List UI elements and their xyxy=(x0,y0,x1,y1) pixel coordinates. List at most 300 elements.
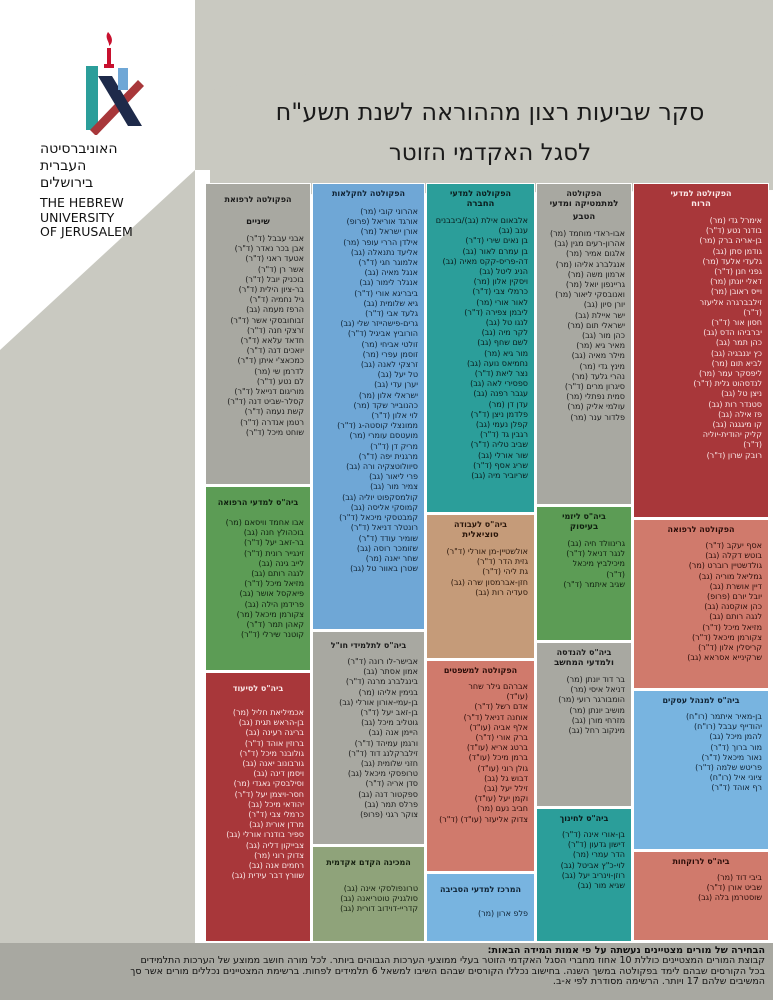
faculty-heading: הפקולטה למדעי xyxy=(670,189,732,198)
teacher-name: ציוני איל (רו"ח) xyxy=(709,773,762,783)
faculty-subheading: שיניים xyxy=(246,217,270,227)
teacher-name: אדם רשל (ד"ר) xyxy=(474,702,528,712)
teacher-name: שביט אורן (ד"ר) xyxy=(706,883,762,893)
teacher-name: ורגמן עמיהד (ד"ר) xyxy=(354,738,418,748)
faculty-box-law xyxy=(426,660,535,872)
teacher-name: אברהם גילר שחר xyxy=(468,682,528,691)
teacher-name: שריוביר מיה (גב) xyxy=(471,471,528,481)
faculty-box-science xyxy=(536,183,632,505)
teacher-name: ויסקין אלון (מר) xyxy=(473,277,528,287)
faculty-box-medical-sciences xyxy=(205,486,311,671)
teacher-name: לייב גינה (גב) xyxy=(258,558,304,568)
teacher-name: גריינפון יואל (מר) xyxy=(565,280,625,290)
teacher-name: פלפ ארון (מר) xyxy=(477,909,528,918)
teacher-name: שריג אסף (ד"ר) xyxy=(473,460,528,470)
teacher-name: ממונצלי קוסטה-ג (ד"ר) xyxy=(337,421,418,431)
faculty-heading: ביה"ס לתלמידי חו"ל xyxy=(330,641,407,650)
teacher-name: פרי ליאור (גב) xyxy=(369,472,418,482)
teacher-name: שביב טליה (ד"ר) xyxy=(470,440,528,450)
teacher-name: בוטש דקלה (גב) xyxy=(705,551,762,561)
teacher-name: מרדן אורית (גב) xyxy=(249,820,304,830)
teacher-name: ענב (גב) xyxy=(498,226,528,236)
teacher-name: גורבונוב יאנה (גב) xyxy=(242,759,304,769)
faculty-heading: הפקולטה למדעי xyxy=(450,189,511,198)
page-title: סקר שביעות רצון מההוראה לשנת תשע"ח xyxy=(275,98,705,126)
teacher-name: בר-ציון הילית (ד"ר) xyxy=(238,285,304,295)
teacher-name: כהנובייר שקד (מר) xyxy=(353,400,418,410)
teacher-name: בן-אריה ברק (מר) xyxy=(699,236,762,246)
faculty-subheading: החברה xyxy=(466,199,495,209)
teacher-name: ניצן טל (גב) xyxy=(721,389,762,399)
teacher-name: ישראלי תום (מר) xyxy=(567,320,625,330)
teacher-name: מזיאל מיכל (ד"ר) xyxy=(244,579,304,589)
teacher-name: קוטנר שירלי (ד"ר) xyxy=(241,630,304,640)
teacher-list xyxy=(206,708,310,881)
teacher-name: יהודייף עבבל (רו"ח) xyxy=(694,722,762,732)
teacher-name: חזן-אברמסון שרה (גב) xyxy=(450,577,528,587)
teacher-name: לוי אלון (ד"ר) xyxy=(371,411,418,421)
teacher-name: צדוק אליעזר (עו"ד) (ד"ר) xyxy=(439,814,528,824)
teacher-name: אליעד נתנאלה (גב) xyxy=(350,247,418,257)
teacher-name: יואכים דנה (ד"ר) xyxy=(246,346,304,356)
teacher-name: קאהן תמר (ד"ר) xyxy=(246,620,304,630)
teacher-name: טל יעל (גב) xyxy=(377,370,418,380)
faculty-heading: ביה"ס למנהל עסקים xyxy=(662,696,740,705)
teacher-name: כרמלי צבי (ד"ר) xyxy=(248,810,304,820)
teacher-name: בן-אורי אינה (ד"ר) xyxy=(562,830,625,839)
teacher-name: ליפסקר עמר (מר) xyxy=(699,369,762,379)
teacher-name: הורוביץ אביגיל (ד"ר) xyxy=(347,329,418,339)
teacher-name: מינץ גדי (מר) xyxy=(579,361,625,371)
teacher-name: אהרוני קובי (מר) xyxy=(360,207,418,216)
faculty-box-overseas xyxy=(312,631,425,845)
teacher-name: סיוולוטצקיה ורה (גב) xyxy=(346,462,418,472)
teacher-name: היימן אנה (גב) xyxy=(368,728,418,738)
teacher-list xyxy=(427,547,534,598)
teacher-name: בר דוד יונתן (מר) xyxy=(566,675,625,684)
teacher-name: אטעד ראני (ד"ר) xyxy=(245,254,304,264)
teacher-name: כהן מור (גב) xyxy=(581,331,625,341)
teacher-name: בן-עמי-אורון אורלי (גב) xyxy=(339,697,418,707)
teacher-list xyxy=(427,682,534,825)
teacher-list xyxy=(537,229,631,423)
teacher-name: פז אילה (גב) xyxy=(718,409,762,419)
teacher-name: ארמון משה (מר) xyxy=(567,269,625,279)
teacher-list xyxy=(206,518,310,640)
teacher-name: גרינוולד חיה (גב) xyxy=(567,539,625,548)
faculty-heading: ביה"ס לחינוך xyxy=(559,814,609,823)
teacher-name: שוסטרמן בלה (גב) xyxy=(697,893,762,903)
teacher-name: זילבברגרה אליעזר xyxy=(699,297,762,307)
teacher-name: אבן בכר נאדר (ד"ר) xyxy=(234,244,304,254)
teacher-name: (עו"ד) xyxy=(506,692,528,702)
teacher-name: בנימין אליהו (מר) xyxy=(358,687,418,697)
teacher-name: ברטג אריא (עו"ד) xyxy=(466,743,528,753)
teacher-name: מילר מאיה (גב) xyxy=(571,351,625,361)
faculty-heading: ביה"ס לרוקחות xyxy=(672,857,730,866)
teacher-name: לקר מיה (גב) xyxy=(481,328,528,338)
teacher-name: זרצקי חנה (ד"ר) xyxy=(246,325,304,335)
teacher-name: בודנר נטע (ד"ר) xyxy=(705,226,762,236)
teacher-name: גמליאל מוריה (גב) xyxy=(698,571,762,581)
teacher-name: זילל יעל (גב) xyxy=(483,784,528,794)
faculty-box-humanities xyxy=(633,183,769,518)
teacher-name: אלף אביה (עו"ד) xyxy=(469,722,528,732)
teacher-name: סולגניק טוטריאנה (גב) xyxy=(340,894,418,904)
teacher-name: דה-פריס-קקס מאיה (גב) xyxy=(442,256,528,266)
teacher-name: דניאל איסי (מר) xyxy=(570,685,625,695)
teacher-name: מרגנית יפה (ד"ר) xyxy=(358,451,418,461)
teacher-name: עדן דן (מר) xyxy=(488,399,528,409)
teacher-name: גולובנר מיכל (ד"ר) xyxy=(239,748,304,758)
teacher-name: סדן אריה (ד"ר) xyxy=(365,779,418,789)
faculty-box-medicine xyxy=(633,519,769,689)
teacher-name: פלדור ענר (מר) xyxy=(570,412,625,422)
teacher-name: דאלי יונתן (מר) xyxy=(710,277,762,287)
teacher-list xyxy=(537,830,631,891)
teacher-list xyxy=(427,216,534,481)
faculty-box-business xyxy=(633,690,769,850)
teacher-name: וסילבסקי גאגדי (מר) xyxy=(233,779,304,789)
teacher-name: כמכאצ'י איתן (ד"ר) xyxy=(237,356,304,366)
teacher-name: בן עמרם לאור (גב) xyxy=(462,246,528,256)
teacher-name: כהן תמר (גב) xyxy=(715,338,762,348)
teacher-name: צוקר רגני (פרופ) xyxy=(360,810,418,820)
teacher-name: ביבי דוד (מר) xyxy=(716,873,762,882)
teacher-name: כץ יגנבגיה (גב) xyxy=(710,348,762,358)
faculty-heading: הפקולטה xyxy=(566,189,602,198)
teacher-name: אורגד אוריאל (פרופ) xyxy=(346,217,418,227)
teacher-name: דיין אושרת (גב) xyxy=(709,581,762,591)
teacher-name: קשת נעמה (ד"ר) xyxy=(244,407,304,417)
teacher-name: שחר יאנה (מר) xyxy=(365,553,418,563)
teacher-name: אסף יעקב (ד"ר) xyxy=(705,541,762,550)
teacher-name: גוטליב מיכל (גב) xyxy=(361,718,418,728)
teacher-name: נצר ליאת (ד"ר) xyxy=(474,369,528,379)
hebrew-university-logo-icon xyxy=(78,30,148,135)
teacher-name: ישר איילת (גב) xyxy=(575,310,625,320)
teacher-list xyxy=(537,539,631,590)
teacher-name: רגבין גד (ד"ר) xyxy=(480,430,528,440)
teacher-name: יהודאי מיכל (גב) xyxy=(248,799,304,809)
teacher-name: פרידמן הילה (גב) xyxy=(244,599,304,609)
faculty-box-occupational xyxy=(536,506,632,641)
teacher-name: מיכילביץ מיכאל xyxy=(572,559,625,569)
teacher-name: ליבמן צפירה (ד"ר) xyxy=(464,307,528,317)
teacher-name: קדריי-דוידוב דורית (גב) xyxy=(340,904,418,914)
teacher-name: (ד"ר) xyxy=(606,569,625,579)
teacher-name: שגיא מור (גב) xyxy=(577,881,625,891)
teacher-name: בוכניק יובל (ד"ר) xyxy=(245,274,304,284)
teacher-name: מור גיא (מר) xyxy=(484,348,528,358)
teacher-name: טרופסקי מיכאל (גב) xyxy=(347,769,418,779)
faculty-box-agriculture xyxy=(312,183,425,630)
teacher-name: גולדשטיין רוברט (מר) xyxy=(688,561,762,571)
teacher-name: שוחט מיכל (ד"ר) xyxy=(245,427,304,437)
teacher-name: אימרל גדי (מר) xyxy=(709,216,762,225)
teacher-name: אהרון-רעים מגין (גב) xyxy=(554,239,625,249)
teacher-name: לנדסהוט גלית (ד"ר) xyxy=(693,379,762,389)
teacher-name: לנגה רותם (גב) xyxy=(709,612,762,622)
teacher-name: ספיר בודנרו אורלי (גב) xyxy=(226,830,304,840)
teacher-name: זרצקי לאנה (גב) xyxy=(360,360,418,370)
faculty-heading: ביה"ס למדעי הרפואה xyxy=(217,498,299,507)
footer-criteria xyxy=(0,943,773,1000)
faculty-subheading: בעיסוק xyxy=(569,522,599,532)
teacher-name: מוריגום דנייאל (ד"ר) xyxy=(234,387,304,397)
teacher-name: נאור מיכאל (ד"ר) xyxy=(701,752,762,762)
teacher-name: סעדיה רות (גב) xyxy=(475,587,528,597)
teacher-name: צבייקון דליה (גב) xyxy=(245,840,304,850)
teacher-name: בר-זאב יעל (ד"ר) xyxy=(243,538,304,548)
teacher-name: עולמי אליק (מר) xyxy=(567,402,625,412)
faculty-heading: הפקולטה לרפואה xyxy=(667,525,735,534)
teacher-name: קפלן נעמי (גב) xyxy=(475,420,528,430)
teacher-name: ברמן מיכל (עו"ד) xyxy=(468,753,528,763)
teacher-name: ויסמן דינה (גב) xyxy=(253,769,304,779)
faculty-heading: הפקולטה למשפטים xyxy=(443,666,518,675)
teacher-name: קמוסקי אליסה (גב) xyxy=(350,502,418,512)
faculty-subheading: סוציאלית xyxy=(462,530,499,540)
faculty-box-pharmacy xyxy=(633,851,769,941)
teacher-name: גלעד אבי (ד"ר) xyxy=(365,309,418,319)
teacher-name: מזיאל מיכל (ד"ר) xyxy=(702,622,762,632)
teacher-name: גיא שלומית (גב) xyxy=(363,298,418,308)
teacher-name: רף אוהד (ד"ר) xyxy=(711,783,762,793)
teacher-name: בריגה רעינה (גב) xyxy=(245,728,304,738)
logo-hebrew-line: העברית xyxy=(40,158,87,174)
teacher-name: סיגרון מרים (ד"ר) xyxy=(564,382,625,392)
teacher-list xyxy=(313,207,424,574)
teacher-name: צקורמן מיכאל (ד"ר) xyxy=(692,632,762,642)
logo-hebrew-line: האוניברסיטה xyxy=(40,141,118,157)
teacher-name: מושיב יונתן (מר) xyxy=(569,705,625,715)
teacher-list xyxy=(313,884,424,915)
teacher-name: גזית הדר (ד"ר) xyxy=(476,557,528,567)
teacher-name: ברוזין אוהד (ד"ר) xyxy=(244,738,304,748)
teacher-name: צמיר מור (גב) xyxy=(370,482,418,492)
teacher-name: להמן מיכל (גב) xyxy=(709,732,762,742)
teacher-name: וקמן יעל (עו"ד) xyxy=(474,794,528,804)
teacher-name: לנגו טל (גב) xyxy=(485,318,528,328)
teacher-name: לביא תום (מר) xyxy=(711,358,762,368)
teacher-name: זולטי אביחי (מר) xyxy=(361,339,418,349)
logo-hebrew-line: בירושלים xyxy=(40,175,94,191)
teacher-name: אלבאום אילת (גב)/ביבבנים xyxy=(435,216,528,225)
teacher-name: בן-מאיר איתמר (רו"ח) xyxy=(685,712,762,721)
teacher-name: קסלר-שביט דנה (ד"ר) xyxy=(227,397,304,407)
teacher-name: נחמיאס נועה (גב) xyxy=(466,358,528,368)
teacher-name: לנגר דניאל (ד"ר) xyxy=(566,549,625,559)
logo-english-line: UNIVERSITY xyxy=(40,209,115,225)
faculty-box-engineering xyxy=(536,642,632,807)
teacher-name: חסר-ויצמן יעל (ד"ר) xyxy=(234,789,304,799)
teacher-name: שזומכר רוסה (גב) xyxy=(356,543,418,553)
faculty-heading: הפקולטה לרפואת xyxy=(224,195,292,204)
teacher-name: בן-זאב יעל (ד"ר) xyxy=(360,708,418,718)
teacher-name: טרונפולסקי אינה (גב) xyxy=(343,884,418,893)
teacher-name: שרקינייא אסראא (גב) xyxy=(687,653,762,663)
teacher-name: גלעדי אלעד (מר) xyxy=(702,256,762,266)
teacher-name: אלמוגר חגי (ד"ר) xyxy=(358,258,418,268)
footer-line: בכל הקורסים שבהם לימד בפקולטה במשך השנה. בחישוב נכללו הקורסים שבהם השיבו למשאל 6 תלמידים לפחות. ברשימת המצטיינים נכללים מורים אשר סך xyxy=(130,965,765,977)
teacher-name: כהן אוקסנה (גב) xyxy=(704,602,762,612)
teacher-name: צדוק רוני (מר) xyxy=(254,850,304,860)
teacher-name: מזרחי מורן (גב) xyxy=(571,715,625,725)
faculty-box-social-sciences xyxy=(426,183,535,513)
footer-line: קבוצת המורים המצטיינים כוללת 10 אחוז מחברי הסגל האקדמי הזוטר בעלי ממוצעי הערכות הגבוהים ביותר. לכל מורה חושב ממוצע של הערכות התלמידים xyxy=(140,955,765,966)
teacher-name: שטרן באוור טל (גב) xyxy=(350,564,418,574)
teacher-name: חסון אור (ד"ר) xyxy=(711,318,762,328)
teacher-name: פלדמן ניצן (ד"ר) xyxy=(470,409,528,419)
teacher-name: ישראלי אלון (מר) xyxy=(358,390,418,400)
logo-english-line: OF JERUSALEM xyxy=(40,224,133,239)
teacher-name: פרלס תמר (גב) xyxy=(364,799,418,809)
teacher-name: יורן סיון (גב) xyxy=(583,300,625,310)
teacher-name: יברביהו הדס (גב) xyxy=(703,328,762,338)
teacher-list xyxy=(206,234,310,438)
faculty-subheading: הטבע xyxy=(572,212,596,222)
teacher-name: אמון אסתר (גב) xyxy=(363,667,418,677)
teacher-name: אנגלר לימור (גב) xyxy=(359,278,418,288)
teacher-name: פריטש שלמה (ד"ר) xyxy=(695,763,762,773)
teacher-name: לאור אורי (מר) xyxy=(476,297,528,307)
teacher-name: ספקטור דנה (גב) xyxy=(358,789,418,799)
teacher-name: לם נטע (ד"ר) xyxy=(256,376,304,386)
teacher-name: נהרי גלעד (מר) xyxy=(571,371,625,381)
teacher-name: צקורמן מיכאל (מר) xyxy=(236,609,304,619)
teacher-name: אכמיליאת חליל (מר) xyxy=(232,708,304,717)
teacher-name: מועטסם עומרי (מר) xyxy=(349,431,418,441)
teacher-name: קמבטסקי מיכאל (ד"ר) xyxy=(339,513,418,523)
teacher-name: רונטלר דניאל (ד"ר) xyxy=(350,523,418,533)
teacher-name: גרים-פישהייזר שלי (גב) xyxy=(340,319,418,329)
teacher-name: ברק אורי (ד"ר) xyxy=(475,733,528,743)
teacher-list xyxy=(427,909,534,919)
teacher-name: רטמן אנדרה (ד"ר) xyxy=(240,417,304,427)
teacher-name: יערן עדי (גב) xyxy=(374,380,418,390)
teacher-name: קריסלין אלון (ד"ר) xyxy=(698,643,762,653)
teacher-name: גת ליהי (ד"ר) xyxy=(482,567,528,577)
teacher-name: קולמסקפוט יוליה (גב) xyxy=(342,492,418,502)
teacher-name: יובל יורם (פרופ) xyxy=(707,592,762,602)
faculty-heading: המרכז למדעי הסביבה xyxy=(440,885,521,894)
faculty-heading: הפקולטה לחקלאות xyxy=(331,189,406,198)
teacher-name: כרמלי צבי (ד"ר) xyxy=(472,287,528,297)
teacher-name: פיאקסל אושר (גב) xyxy=(239,589,304,599)
footer-line: המשיבים שלהם 17 ויותר. הרשימה מסודרת לפי א-ב. xyxy=(552,976,765,987)
teacher-name: אבישר-לו רונה (ד"ר) xyxy=(347,657,418,666)
teacher-name: אנגלברג אליהו (מר) xyxy=(555,259,625,269)
teacher-name: מינקוב רחל (גב) xyxy=(568,726,625,736)
teacher-name: קליק יהודית-יוליה xyxy=(702,430,762,440)
teacher-list xyxy=(634,873,768,904)
teacher-name: רחמים אנה (גב) xyxy=(248,861,304,871)
teacher-list xyxy=(537,675,631,736)
teacher-name: לנגה רותם (גב) xyxy=(251,569,304,579)
teacher-name: ואנובסקי ליאור (מר) xyxy=(555,290,625,300)
teacher-name: (ד"ר) xyxy=(743,440,762,450)
teacher-name: בוכהולץ חנה (גב) xyxy=(243,528,304,538)
teacher-name: קו מיגגגה (גב) xyxy=(712,420,762,430)
teacher-name: בן-הראש תגית (גב) xyxy=(238,718,304,728)
teacher-name: הרפז מעמה (גב) xyxy=(246,305,304,315)
logo-english-line: THE HEBREW xyxy=(40,195,124,210)
teacher-name: מריק דן (ד"ר) xyxy=(370,441,418,451)
teacher-name: (ד"ר) xyxy=(743,307,762,317)
logo-english-name xyxy=(40,196,170,240)
faculty-subheading: ולמדעי המחשב xyxy=(554,658,614,668)
teacher-name: רובק שרון (ד"ר) xyxy=(706,450,762,460)
teacher-name: לשם שחף (גב) xyxy=(477,338,528,348)
teacher-name: הניג ליטל (גב) xyxy=(479,267,528,277)
faculty-box-dentistry xyxy=(205,183,311,485)
teacher-name: רוזן-וינריב יעל (גב) xyxy=(561,870,625,880)
teacher-name: אבו-ראדי מוחמד (מר) xyxy=(550,229,625,238)
teacher-name: אולשטיין-מן אורלי (ד"ר) xyxy=(446,547,528,556)
teacher-name: שומיר עודד (ד"ר) xyxy=(358,533,418,543)
teacher-name: בינגלברג מרנה (ד"ר) xyxy=(345,677,418,687)
teacher-name: מור ברוך (ד"ר) xyxy=(710,742,762,752)
teacher-name: סטנדר רות (גב) xyxy=(708,399,762,409)
teacher-name: דבוש גל (גב) xyxy=(484,773,528,783)
teacher-list xyxy=(313,657,424,708)
teacher-name: ספסירי לאה (גב) xyxy=(470,379,528,389)
teacher-name: לדרמן שי (מר) xyxy=(254,366,304,376)
teacher-name: אבני עבבל (ד"ר) xyxy=(246,234,304,243)
teacher-name: עגבר רפנה (גב) xyxy=(473,389,528,399)
faculty-heading: ביה"ס לסיעוד xyxy=(232,684,284,693)
teacher-name: הומבורגר רועי (מר) xyxy=(558,695,625,705)
teacher-name: אבו אחמד וויסאם (מר) xyxy=(225,518,304,527)
teacher-name: גפני חנן (ד"ר) xyxy=(714,267,762,277)
teacher-name: ביבריגא אורי (ד"ר) xyxy=(354,288,418,298)
teacher-name: חזני שלומית (גב) xyxy=(360,759,418,769)
teacher-list xyxy=(634,216,768,461)
logo-hebrew-name xyxy=(40,141,170,192)
teacher-name: לוי-כ"ץ אביטל (גב) xyxy=(560,860,625,870)
teacher-name: וייס ראובן (מר) xyxy=(710,287,762,297)
faculty-box-environment xyxy=(426,873,535,942)
teacher-name: סמית נפתלי (מר) xyxy=(566,392,625,402)
faculty-box-education xyxy=(536,808,632,942)
teacher-name: אשר רן (ד"ר) xyxy=(257,264,304,274)
faculty-heading: ביה"ס לעבודה xyxy=(453,520,508,529)
teacher-name: דישון גדעון (ד"ר) xyxy=(567,840,625,850)
teacher-name: אלגום אמיר (מר) xyxy=(565,249,625,259)
teacher-name: גודמן סתן (גב) xyxy=(712,246,762,256)
faculty-subheading: הרוח xyxy=(691,199,711,209)
faculty-heading: ביה"ס ליזמי xyxy=(562,512,606,521)
teacher-name: חביב נעם (מר) xyxy=(476,804,528,814)
faculty-heading: המכינה הקדם אקדמית xyxy=(326,858,411,867)
teacher-name: זוסמן עפרי (מר) xyxy=(362,349,418,359)
teacher-name: שור אורלי (גב) xyxy=(478,450,528,460)
teacher-name: שוורץ דבר עידית (גב) xyxy=(231,871,304,881)
teacher-list xyxy=(634,541,768,663)
teacher-name: מאיר גיא (מר) xyxy=(576,341,625,351)
teacher-name: זבוחובסקי אשר (ד"ר) xyxy=(230,315,304,325)
teacher-list xyxy=(313,708,424,820)
page-subtitle: לסגל האקדמי הזוטר xyxy=(388,140,592,166)
teacher-name: זילברקלנג דוד (ד"ר) xyxy=(348,748,418,758)
teacher-name: בן נאים שירי (ד"ר) xyxy=(465,236,528,246)
teacher-list xyxy=(634,712,768,794)
teacher-name: גיל נחמיה (ד"ר) xyxy=(249,295,304,305)
teacher-name: אוחנה דניאל (ד"ר) xyxy=(463,712,528,722)
teacher-name: זינגייר רונית (ד"ר) xyxy=(244,548,304,558)
university-logo xyxy=(40,30,170,240)
